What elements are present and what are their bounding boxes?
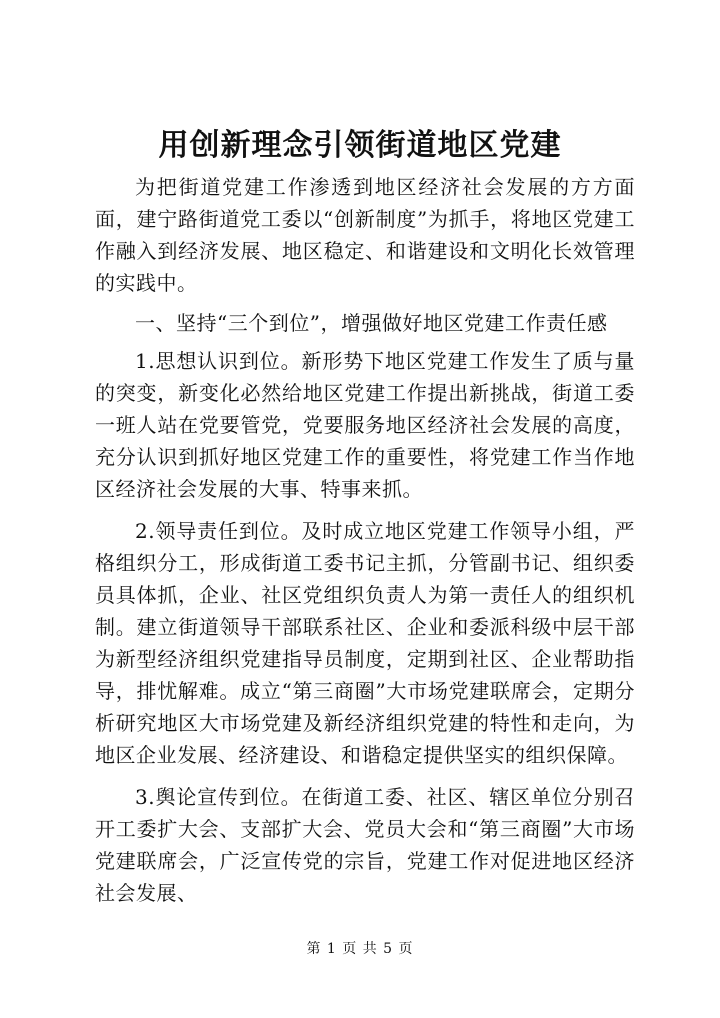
item-paragraph-3: 3.舆论宣传到位。在街道工委、社区、辖区单位分别召开工委扩大会、支部扩大会、党员大会和“第三商圈”大市场党建联席会，广泛宣传党的宗旨，党建工作对促进地区经济社会发展、: [95, 785, 635, 905]
document-body: [95, 171, 635, 909]
intro-paragraph: 为把街道党建工作渗透到地区经济社会发展的方方面面，建宁路街道党工委以“创新制度”为抓手，将地区党建工作融入到经济发展、地区稳定、和谐建设和文明化长效管理的实践中。: [95, 175, 635, 295]
page-footer: 第 1 页 共 5 页: [306, 941, 414, 957]
item-paragraph-1: 1.思想认识到位。新形势下地区党建工作发生了质与量的突变，新变化必然给地区党建工作提出新挑战，街道工委一班人站在党要管党，党要服务地区经济社会发展的高度，充分认识到抓好地区党建工作的重要性，将党建工作当作地区经济社会发展的大事、特事来抓。: [95, 349, 635, 501]
section-heading: 一、坚持“三个到位”，增强做好地区党建工作责任感: [135, 311, 608, 335]
document-title: 用创新理念引领街道地区党建: [158, 128, 562, 163]
item-paragraph-2: 2.领导责任到位。及时成立地区党建工作领导小组，严格组织分工，形成街道工委书记主抓，分管副书记、组织委员具体抓，企业、社区党组织负责人为第一责任人的组织机制。建立街道领导干部联系社区、企业和委派科级中层干部为新型经济组织党建指导员制度，定期到社区、企业帮助指导，排忧解难。成立“第三商圈”大市场党建联席会，定期分析研究地区大市场党建及新经济组织党建的特性和走向，为地区企业发展、经济建设、和谐稳定提供坚实的组织保障。: [95, 519, 635, 767]
